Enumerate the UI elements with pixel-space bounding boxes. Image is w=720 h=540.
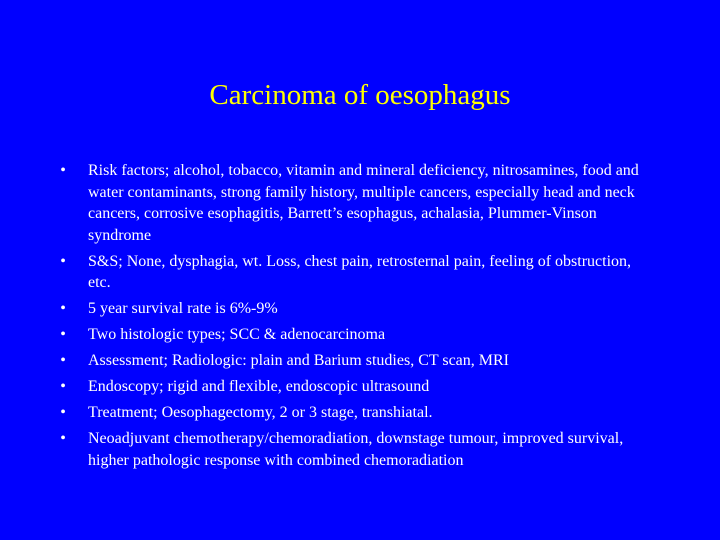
- bullet-text: Endoscopy; rigid and flexible, endoscopic ultrasound: [88, 378, 430, 395]
- bullet-text: Risk factors; alcohol, tobacco, vitamin and mineral deficiency, nitrosamines, food and water contaminants, strong family history, multiple cancers, especially head and neck cancers, corrosive esophagitis, Barrett’s esophagus, achalasia, Plummer-Vinson syndrome: [88, 162, 639, 244]
- bullet-text: Assessment; Radiologic: plain and Barium studies, CT scan, MRI: [88, 352, 509, 369]
- bullet-icon: •: [60, 252, 66, 270]
- bullet-text: 5 year survival rate is 6%-9%: [88, 300, 278, 317]
- bullet-icon: •: [60, 430, 66, 447]
- bullet-icon: •: [60, 352, 66, 369]
- bullet-text: Two histologic types; SCC & adenocarcinoma: [88, 326, 386, 343]
- bullet-item-survival: [56, 298, 656, 320]
- bullet-item-histology: [56, 324, 656, 346]
- bullet-item-symptoms: [56, 251, 656, 294]
- bullet-icon: •: [60, 300, 66, 317]
- bullet-list: [56, 160, 656, 471]
- bullet-icon: •: [60, 404, 66, 421]
- bullet-icon: •: [60, 162, 66, 179]
- bullet-text: Treatment; Oesophagectomy, 2 or 3 stage, transhiatal.: [88, 404, 433, 421]
- bullet-item-risk-factors: [56, 160, 656, 246]
- bullet-item-neoadjuvant: [56, 428, 656, 471]
- bullet-text: Neoadjuvant chemotherapy/chemoradiation, downstage tumour, improved survival, higher pathologic response with combined chemoradiation: [88, 430, 624, 469]
- bullet-item-endoscopy: [56, 376, 656, 398]
- bullet-item-treatment: [56, 402, 656, 424]
- bullet-text: S&S; None, dysphagia, wt. Loss, chest pain, retrosternal pain, feeling of obstruction, etc.: [88, 252, 632, 291]
- bullet-icon: •: [60, 378, 66, 395]
- slide-title: Carcinoma of oesophagus: [209, 79, 511, 111]
- bullet-icon: •: [60, 326, 66, 343]
- bullet-item-assessment: [56, 350, 656, 372]
